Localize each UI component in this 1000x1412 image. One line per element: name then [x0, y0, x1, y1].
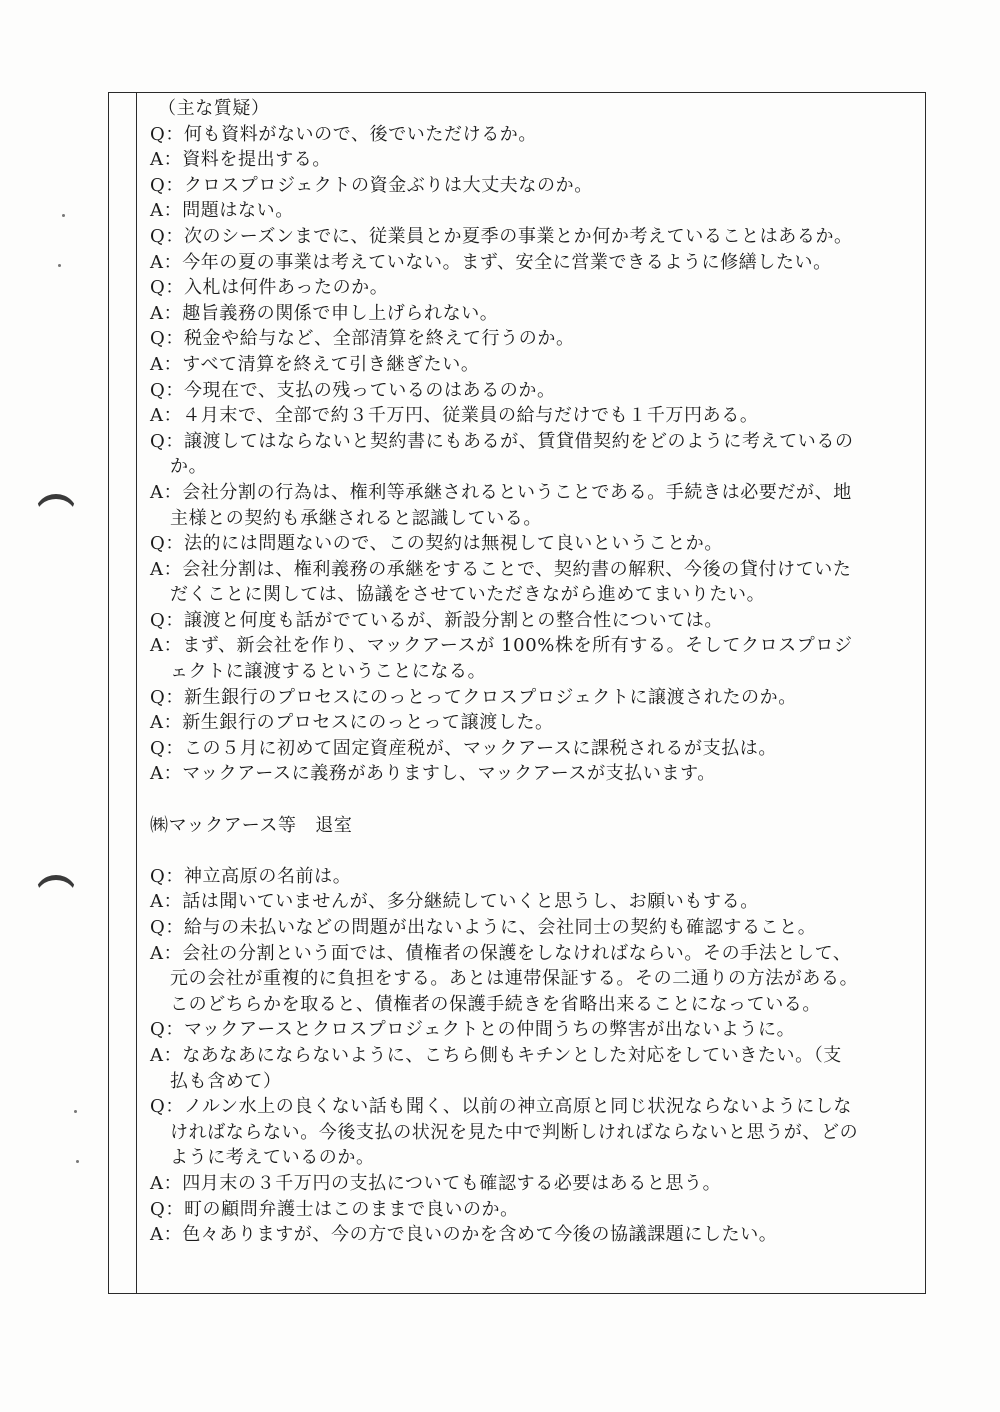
- qa-entry: [150, 403, 920, 429]
- qa-line: Q：町の顧問弁護士はこのままで良いのか。: [150, 1198, 519, 1220]
- minutes-content: [150, 96, 920, 1248]
- qa-entry: [150, 889, 920, 915]
- qa-entry: [150, 250, 920, 276]
- qa-entry: [150, 1094, 920, 1171]
- qa-entry: [150, 915, 920, 941]
- qa-continuation-line: か。: [170, 456, 208, 478]
- qa-continuation-line: ように考えているのか。: [170, 1147, 375, 1169]
- qa-line: Q：神立高原の名前は。: [150, 865, 352, 887]
- qa-entry: [150, 198, 920, 224]
- binder-hole-mark: [34, 875, 78, 902]
- qa-line: Q：新生銀行のプロセスにのっとってクロスプロジェクトに譲渡されたのか。: [150, 686, 797, 708]
- qa-line: A：問題はない。: [150, 200, 294, 222]
- qa-line: A：色々ありますが、今の方で良いのかを含めて今後の協議課題にしたい。: [150, 1224, 778, 1246]
- qa-entry: [150, 326, 920, 352]
- qa-entry: [150, 761, 920, 787]
- qa-line: Q：次のシーズンまでに、従業員とか夏季の事業とか何か考えていることはあるか。: [150, 225, 853, 247]
- qa-entry: [150, 429, 920, 480]
- qa-entry: [150, 531, 920, 557]
- qa-entry: [150, 147, 920, 173]
- qa-continuation-line: ければならない。今後支払の状況を見た中で判断しければならないと思うが、どの: [170, 1121, 859, 1143]
- qa-line: A：会社分割は、権利義務の承継をすることで、契約書の解釈、今後の貸付けていた: [150, 558, 852, 580]
- section-heading: （主な質疑）: [158, 98, 270, 119]
- qa-line: Q：ノルン水上の良くない話も聞く、以前の神立高原と同じ状況ならないようにしな: [150, 1096, 853, 1118]
- qa-entry: [150, 941, 920, 1018]
- qa-entry: [150, 1171, 920, 1197]
- qa-line: Q：クロスプロジェクトの資金ぶりは大丈夫なのか。: [150, 174, 593, 196]
- qa-entry: [150, 864, 920, 890]
- scan-speck: [58, 264, 61, 267]
- qa-entry: [150, 122, 920, 148]
- scan-speck: [62, 214, 65, 217]
- qa-line: Q：この５月に初めて固定資産税が、マックアースに課税されるが支払は。: [150, 737, 777, 759]
- qa-line: A：なあなあにならないように、こちら側もキチンとした対応をしていきたい。（支: [150, 1044, 842, 1066]
- qa-continuation-line: このどちらかを取ると、債権者の保護手続きを省略出来ることになっている。: [170, 993, 821, 1015]
- scan-speck: [76, 1160, 79, 1163]
- qa-entry: [150, 710, 920, 736]
- qa-entry: [150, 633, 920, 684]
- qa-line: A：四月末の３千万円の支払についても確認する必要はあると思う。: [150, 1172, 722, 1194]
- scan-speck: [74, 1110, 77, 1113]
- qa-continuation-line: ェクトに譲渡するということになる。: [170, 661, 487, 683]
- qa-line: A：会社分割の行為は、権利等承継されるということである。手続きは必要だが、地: [150, 481, 852, 503]
- qa-line: A：４月末で、全部で約３千万円、従業員の給与だけでも１千万円ある。: [150, 405, 759, 427]
- qa-line: A：資料を提出する。: [150, 149, 331, 171]
- qa-line: Q：法的には問題ないので、この契約は無視して良いということか。: [150, 533, 723, 555]
- qa-line: A：会社の分割という面では、債権者の保護をしなければならい。その手法として、: [150, 942, 852, 964]
- qa-continuation-line: 主様との契約も承継されると認識している。: [170, 507, 542, 529]
- column-divider: [136, 92, 137, 1294]
- qa-line: Q：何も資料がないので、後でいただけるか。: [150, 123, 537, 145]
- spacer: [150, 787, 920, 813]
- qa-line: Q：入札は何件あったのか。: [150, 277, 389, 299]
- qa-entry: [150, 301, 920, 327]
- qa-line: A：今年の夏の事業は考えていない。まず、安全に営業できるように修繕したい。: [150, 251, 832, 273]
- qa-line: A：まず、新会社を作り、マックアースが 100%株を所有する。そしてクロスプロジ: [150, 635, 853, 657]
- qa-entry: [150, 275, 920, 301]
- qa-entry: [150, 352, 920, 378]
- spacer: [150, 838, 920, 864]
- qa-entry: [150, 736, 920, 762]
- qa-entry: [150, 557, 920, 608]
- qa-list-part1: [150, 122, 920, 787]
- qa-line: Q：税金や給与など、全部清算を終えて行うのか。: [150, 328, 575, 350]
- qa-line: Q：譲渡と何度も話がでているが、新設分割との整合性については。: [150, 609, 723, 631]
- qa-list-part2: [150, 864, 920, 1248]
- qa-line: Q：給与の未払いなどの問題が出ないように、会社同士の契約も確認すること。: [150, 917, 817, 938]
- qa-entry: [150, 1222, 920, 1248]
- qa-entry: [150, 1197, 920, 1223]
- qa-entry: [150, 224, 920, 250]
- qa-entry: [150, 173, 920, 199]
- qa-entry: [150, 1017, 920, 1043]
- qa-continuation-line: だくことに関しては、協議をさせていただきながら進めてまいりたい。: [170, 584, 766, 606]
- qa-continuation-line: 元の会社が重複的に負担をする。あとは連帯保証する。その二通りの方法がある。: [170, 968, 859, 990]
- qa-line: A：新生銀行のプロセスにのっとって譲渡した。: [150, 712, 554, 734]
- qa-entry: [150, 378, 920, 404]
- qa-line: A：マックアースに義務がありますし、マックアースが支払います。: [150, 763, 716, 785]
- qa-entry: [150, 1043, 920, 1094]
- qa-line: A：話は聞いていませんが、多分継続していくと思うし、お願いもする。: [150, 891, 759, 913]
- qa-line: Q：今現在で、支払の残っているのはあるのか。: [150, 379, 556, 401]
- qa-line: Q：マックアースとクロスプロジェクトとの仲間うちの弊害が出ないように。: [150, 1019, 796, 1041]
- qa-line: Q：譲渡してはならないと契約書にもあるが、賃貸借契約をどのように考えているの: [150, 430, 854, 452]
- qa-continuation-line: 払も含めて）: [170, 1070, 282, 1092]
- qa-line: A：すべて清算を終えて引き継ぎたい。: [150, 353, 480, 375]
- binder-hole-mark: [34, 494, 78, 521]
- qa-entry: [150, 608, 920, 634]
- exit-note: ㈱マックアース等 退室: [150, 814, 353, 836]
- qa-entry: [150, 685, 920, 711]
- qa-line: A：趣旨義務の関係で申し上げられない。: [150, 302, 499, 324]
- qa-entry: [150, 480, 920, 531]
